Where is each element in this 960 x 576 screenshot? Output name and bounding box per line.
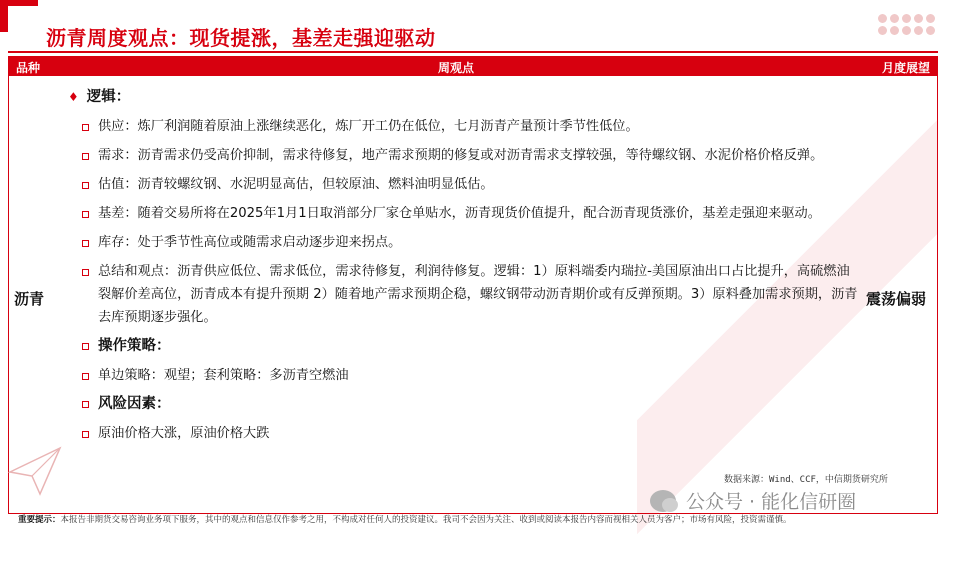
disclaimer (18, 514, 838, 526)
square-bullet-icon (82, 431, 89, 438)
header-variety: 品种 (16, 61, 41, 75)
wechat-account: 公众号 · 能化信研圈 (686, 491, 857, 513)
square-bullet-icon (82, 124, 89, 131)
monthly-outlook-cell: 震荡偏弱 (866, 290, 927, 308)
table-header (8, 56, 938, 76)
square-bullet-icon (82, 269, 89, 276)
list-item: 原油价格大涨，原油价格大跌 (82, 422, 858, 445)
strategy-section (82, 335, 858, 358)
risk-heading: 风险因素： (98, 396, 171, 412)
list-item: 总结和观点：沥青供应低位、需求低位，需求待修复，利润待修复。逻辑：1）原料端委内瑞拉-美国原油出口占比提升，高硫燃油裂解价差高位，沥青成本有提升预期 2）随着地产需求预期企稳，螺纹钢带动沥青期价或有反弹预期。3）原料叠加需求预期，沥青去库预期逐步强化。 (82, 260, 858, 329)
square-bullet-icon (82, 343, 89, 350)
logic-section (68, 86, 858, 109)
risk-section (82, 393, 858, 416)
data-source: 数据来源：Wind、CCF，中信期货研究所 (724, 475, 888, 485)
list-item: 需求：沥青需求仍受高价抑制，需求待修复，地产需求预期的修复或对沥青需求支撑较强，等待螺纹钢、水泥价格价格反弹。 (82, 144, 858, 167)
square-bullet-icon (82, 182, 89, 189)
square-bullet-icon (82, 211, 89, 218)
square-bullet-icon (82, 153, 89, 160)
square-bullet-icon (82, 401, 89, 408)
strategy-heading: 操作策略： (98, 338, 171, 354)
disclaimer-label: 重要提示： (18, 515, 61, 525)
square-bullet-icon (82, 373, 89, 380)
logic-heading: 逻辑： (86, 89, 131, 105)
page-title: 沥青周度观点：现货提涨，基差走强迎驱动 (46, 26, 436, 50)
title-divider (8, 51, 938, 53)
list-item: 库存：处于季节性高位或随需求启动逐步迎来拐点。 (82, 231, 858, 254)
wechat-icon (650, 490, 676, 512)
header-monthly-outlook: 月度展望 (881, 61, 930, 75)
diamond-bullet-icon: ♦ (68, 90, 79, 104)
list-item: 单边策略：观望；套利策略：多沥青空燃油 (82, 364, 858, 387)
decorative-dots (878, 14, 935, 35)
variety-cell: 沥青 (14, 290, 45, 308)
list-item: 供应：炼厂利润随着原油上涨继续恶化，炼厂开工仍在低位，七月沥青产量预计季节性低位。 (82, 115, 858, 138)
list-item: 估值：沥青较螺纹钢、水泥明显高估，但较原油、燃料油明显低估。 (82, 173, 858, 196)
weekly-view-content (68, 86, 858, 451)
paper-plane-icon (6, 442, 64, 500)
disclaimer-text: 本报告非期货交易咨询业务项下服务，其中的观点和信息仅作参考之用，不构成对任何人的投资建议。我司不会因为关注、收到或阅读本报告内容而视相关人员为客户；市场有风险，投资需谨慎。 (60, 515, 792, 525)
square-bullet-icon (82, 240, 89, 247)
wechat-watermark (650, 487, 856, 514)
header-weekly-view: 周观点 (438, 61, 475, 75)
corner-logo-mark (0, 0, 38, 32)
list-item: 基差：随着交易所将在2025年1月1日取消部分厂家仓单贴水，沥青现货价值提升，配合沥青现货涨价，基差走强迎来驱动。 (82, 202, 858, 225)
